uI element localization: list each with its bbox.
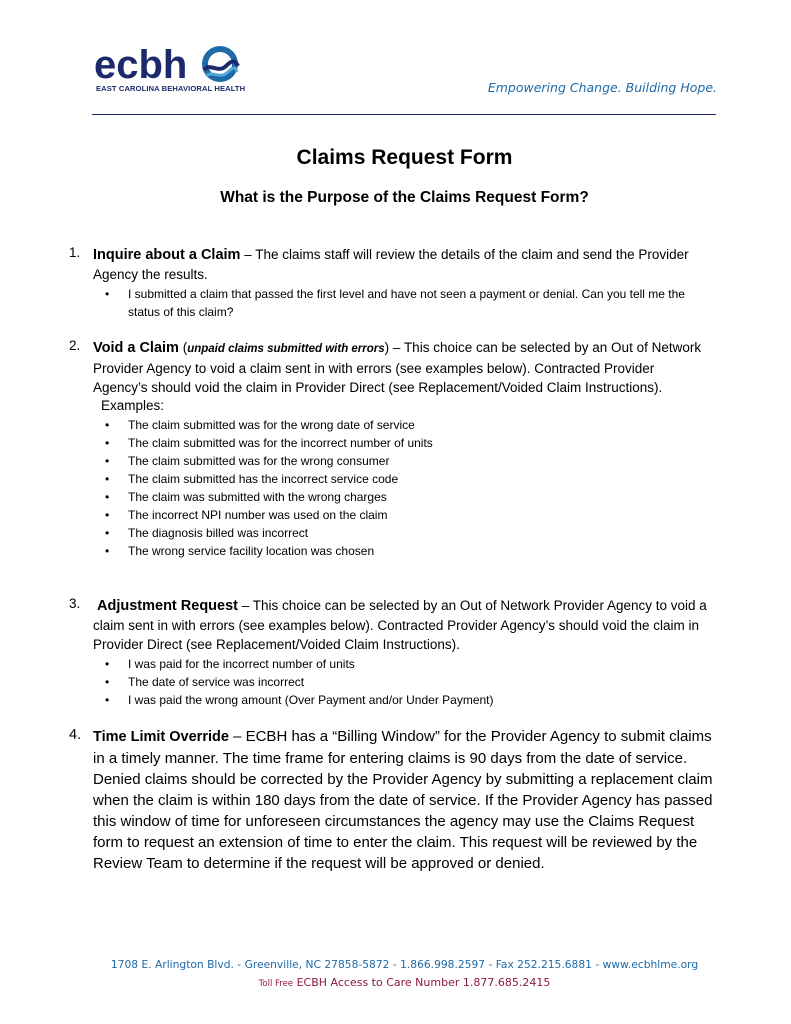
item-number: 4. <box>69 727 82 743</box>
item-note: unpaid claims submitted with errors <box>187 343 385 355</box>
item-heading: Adjustment Request <box>97 598 238 614</box>
list-item-adjustment <box>69 596 711 709</box>
list-item-void <box>69 338 711 560</box>
item-text: – This choice can be selected by an Out of Network Provider Agency to void a claim sent in with errors (see examples below). Contracted Provider Agency’s should void the claim in Provider Direct (see Replacement/Voided Claim Instructions). <box>93 598 707 652</box>
item-heading: Void a Claim <box>93 340 179 356</box>
item-heading: Inquire about a Claim <box>93 247 241 263</box>
footer-access-line <box>0 976 791 989</box>
ecbh-wave-logo-icon <box>94 44 254 84</box>
page-title: Claims Request Form <box>296 146 513 169</box>
bullet-list <box>93 285 693 321</box>
bullet-item: • The claim submitted was for the wrong date of service <box>93 416 711 434</box>
bullet-item: • The claim submitted has the incorrect service code <box>93 470 711 488</box>
bullet-list <box>93 655 711 709</box>
paren-open: ( <box>178 340 188 355</box>
toll-free-label: Toll Free <box>258 979 294 989</box>
ecbh-logo <box>94 44 254 100</box>
paren-close: ) <box>384 340 390 355</box>
item-text: – ECBH has a “Billing Window” for the Provider Agency to submit claims in a timely manner. The time frame for entering claims is 90 days from the date of service. Denied claims should be corrected by the Provider Agency by submitting a replacement claim when the claim is within 180 days from the date of service. If the Provider Agency has passed this window of time for unforeseen circumstances the agency may use the Claims Request form to request an extension of time to enter the claim. This request will be reviewed by the Review Team to determine if the request will be approved or denied. <box>93 728 713 872</box>
tagline: Empowering Change. Building Hope. <box>487 80 717 95</box>
examples-label: Examples: <box>101 398 165 413</box>
bullet-list <box>93 416 711 560</box>
bullet-item: • I submitted a claim that passed the first level and have not seen a payment or denial. Can you tell me the status of this claim? <box>93 285 693 321</box>
item-text: – This choice can be selected by an Out of Network Provider Agency to void a claim sent in with errors (see examples below). Contracted Provider Agency’s should void the claim in Provider Direct (see Replacement/Voided Claim Instructions). <box>93 340 702 395</box>
logo-subtitle: EAST CAROLINA BEHAVIORAL HEALTH <box>96 84 246 93</box>
bullet-item: • I was paid for the incorrect number of units <box>93 655 711 673</box>
item-text: – The claims staff will review the details of the claim and send the Provider Agency the results. <box>93 247 689 282</box>
bullet-item: • I was paid the wrong amount (Over Payment and/or Under Payment) <box>93 691 711 709</box>
letterhead <box>0 0 791 120</box>
item-heading: Time Limit Override <box>93 729 229 745</box>
item-number: 2. <box>69 338 81 353</box>
footer-address: 1708 E. Arlington Blvd. - Greenville, NC 27858-5872 - 1.866.998.2597 - Fax 252.215.6881 - www.ecbhlme.org <box>110 958 699 971</box>
bullet-item: • The claim submitted was for the wrong consumer <box>93 452 711 470</box>
bullet-item: • The incorrect NPI number was used on the claim <box>93 506 711 524</box>
logo-wordmark: ecbh <box>94 44 188 84</box>
item-number: 1. <box>69 245 81 260</box>
bullet-item: • The claim submitted was for the incorrect number of units <box>93 434 711 452</box>
list-item-time-limit <box>69 726 719 874</box>
bullet-item: • The wrong service facility location was chosen <box>93 542 711 560</box>
bullet-item: • The date of service was incorrect <box>93 673 711 691</box>
page-subtitle: What is the Purpose of the Claims Request Form? <box>220 189 589 206</box>
item-number: 3. <box>69 596 81 611</box>
access-number: ECBH Access to Care Number 1.877.685.2415 <box>296 976 551 989</box>
list-item-inquire <box>69 245 693 321</box>
bullet-item: • The claim was submitted with the wrong charges <box>93 488 711 506</box>
bullet-item: • The diagnosis billed was incorrect <box>93 524 711 542</box>
header-divider <box>92 114 716 115</box>
